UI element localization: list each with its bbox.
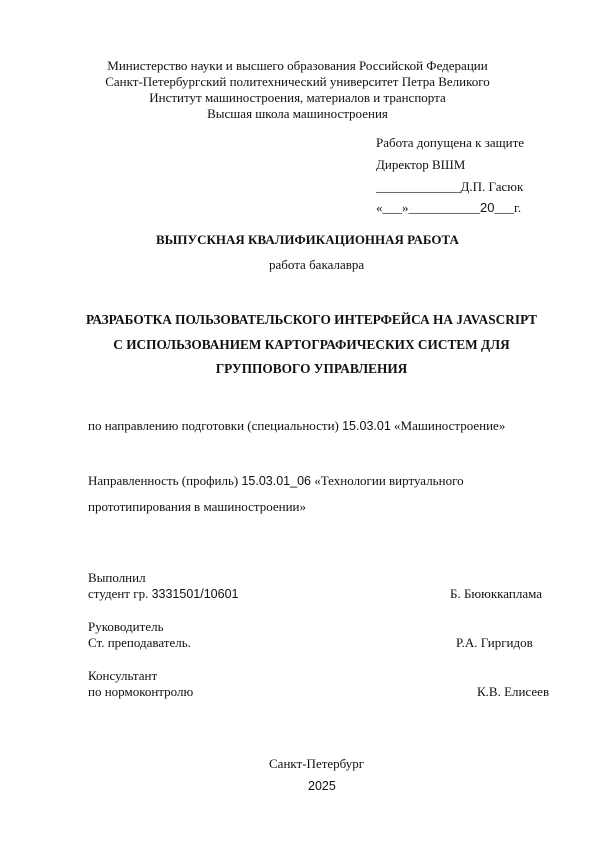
school-name: Высшая школа машиностроения (207, 106, 388, 121)
study-profile-line-1 (88, 472, 464, 490)
approval-date-close: ___г. (494, 200, 522, 215)
consultant-label: Консультант (88, 668, 158, 683)
profile-prefix: Направленность (профиль) (88, 473, 242, 488)
performer-label: Выполнил (88, 570, 146, 585)
consultant-name: К.В. Елисеев (477, 684, 550, 699)
work-type: ВЫПУСКНАЯ КВАЛИФИКАЦИОННАЯ РАБОТА (156, 232, 459, 247)
profile-code: 15.03.01_06 (241, 474, 311, 488)
approval-date-year: 20 (480, 200, 495, 215)
profile-name-line-1: «Технологии виртуального (310, 473, 464, 488)
city: Санкт-Петербург (269, 756, 365, 771)
approval-date-open: «___»___________ (376, 200, 480, 215)
thesis-title-line-1: РАЗРАБОТКА ПОЛЬЗОВАТЕЛЬСКОГО ИНТЕРФЕЙСА НА JAVASCRIPT (85, 312, 538, 327)
direction-code: 15.03.01 (342, 419, 391, 433)
performer-group: 3331501/10601 (151, 587, 239, 601)
thesis-title-line-3: ГРУППОВОГО УПРАВЛЕНИЯ (215, 361, 408, 376)
performer-role-prefix: студент гр. (88, 586, 152, 601)
institute-name: Институт машиностроения, материалов и транспорта (149, 90, 446, 105)
university-name: Санкт-Петербургский политехнический университет Петра Великого (105, 74, 490, 89)
direction-prefix: по направлению подготовки (специальности) (88, 418, 343, 433)
direction-name: «Машиностроение» (390, 418, 506, 433)
approval-position: Директор ВШМ (376, 157, 466, 172)
work-subtype: работа бакалавра (269, 257, 365, 272)
approval-admitted: Работа допущена к защите (376, 135, 525, 150)
consultant-role: по нормоконтролю (88, 684, 194, 699)
study-profile-line-2: прототипирования в машиностроении» (88, 499, 307, 514)
performer-role (88, 585, 238, 603)
approval-date-line (376, 199, 521, 216)
supervisor-name: Р.А. Гиргидов (456, 635, 533, 650)
performer-name: Б. Бююккаплама (450, 586, 543, 601)
ministry-name: Министерство науки и высшего образования Российской Федерации (107, 58, 488, 73)
supervisor-role: Ст. преподаватель. (88, 635, 191, 650)
year: 2025 (308, 779, 336, 793)
study-direction (88, 417, 505, 435)
thesis-title-line-2: С ИСПОЛЬЗОВАНИЕМ КАРТОГРАФИЧЕСКИХ СИСТЕМ ДЛЯ (113, 337, 510, 352)
supervisor-label: Руководитель (88, 619, 164, 634)
approval-signature-line: _____________Д.П. Гасюк (376, 179, 524, 194)
